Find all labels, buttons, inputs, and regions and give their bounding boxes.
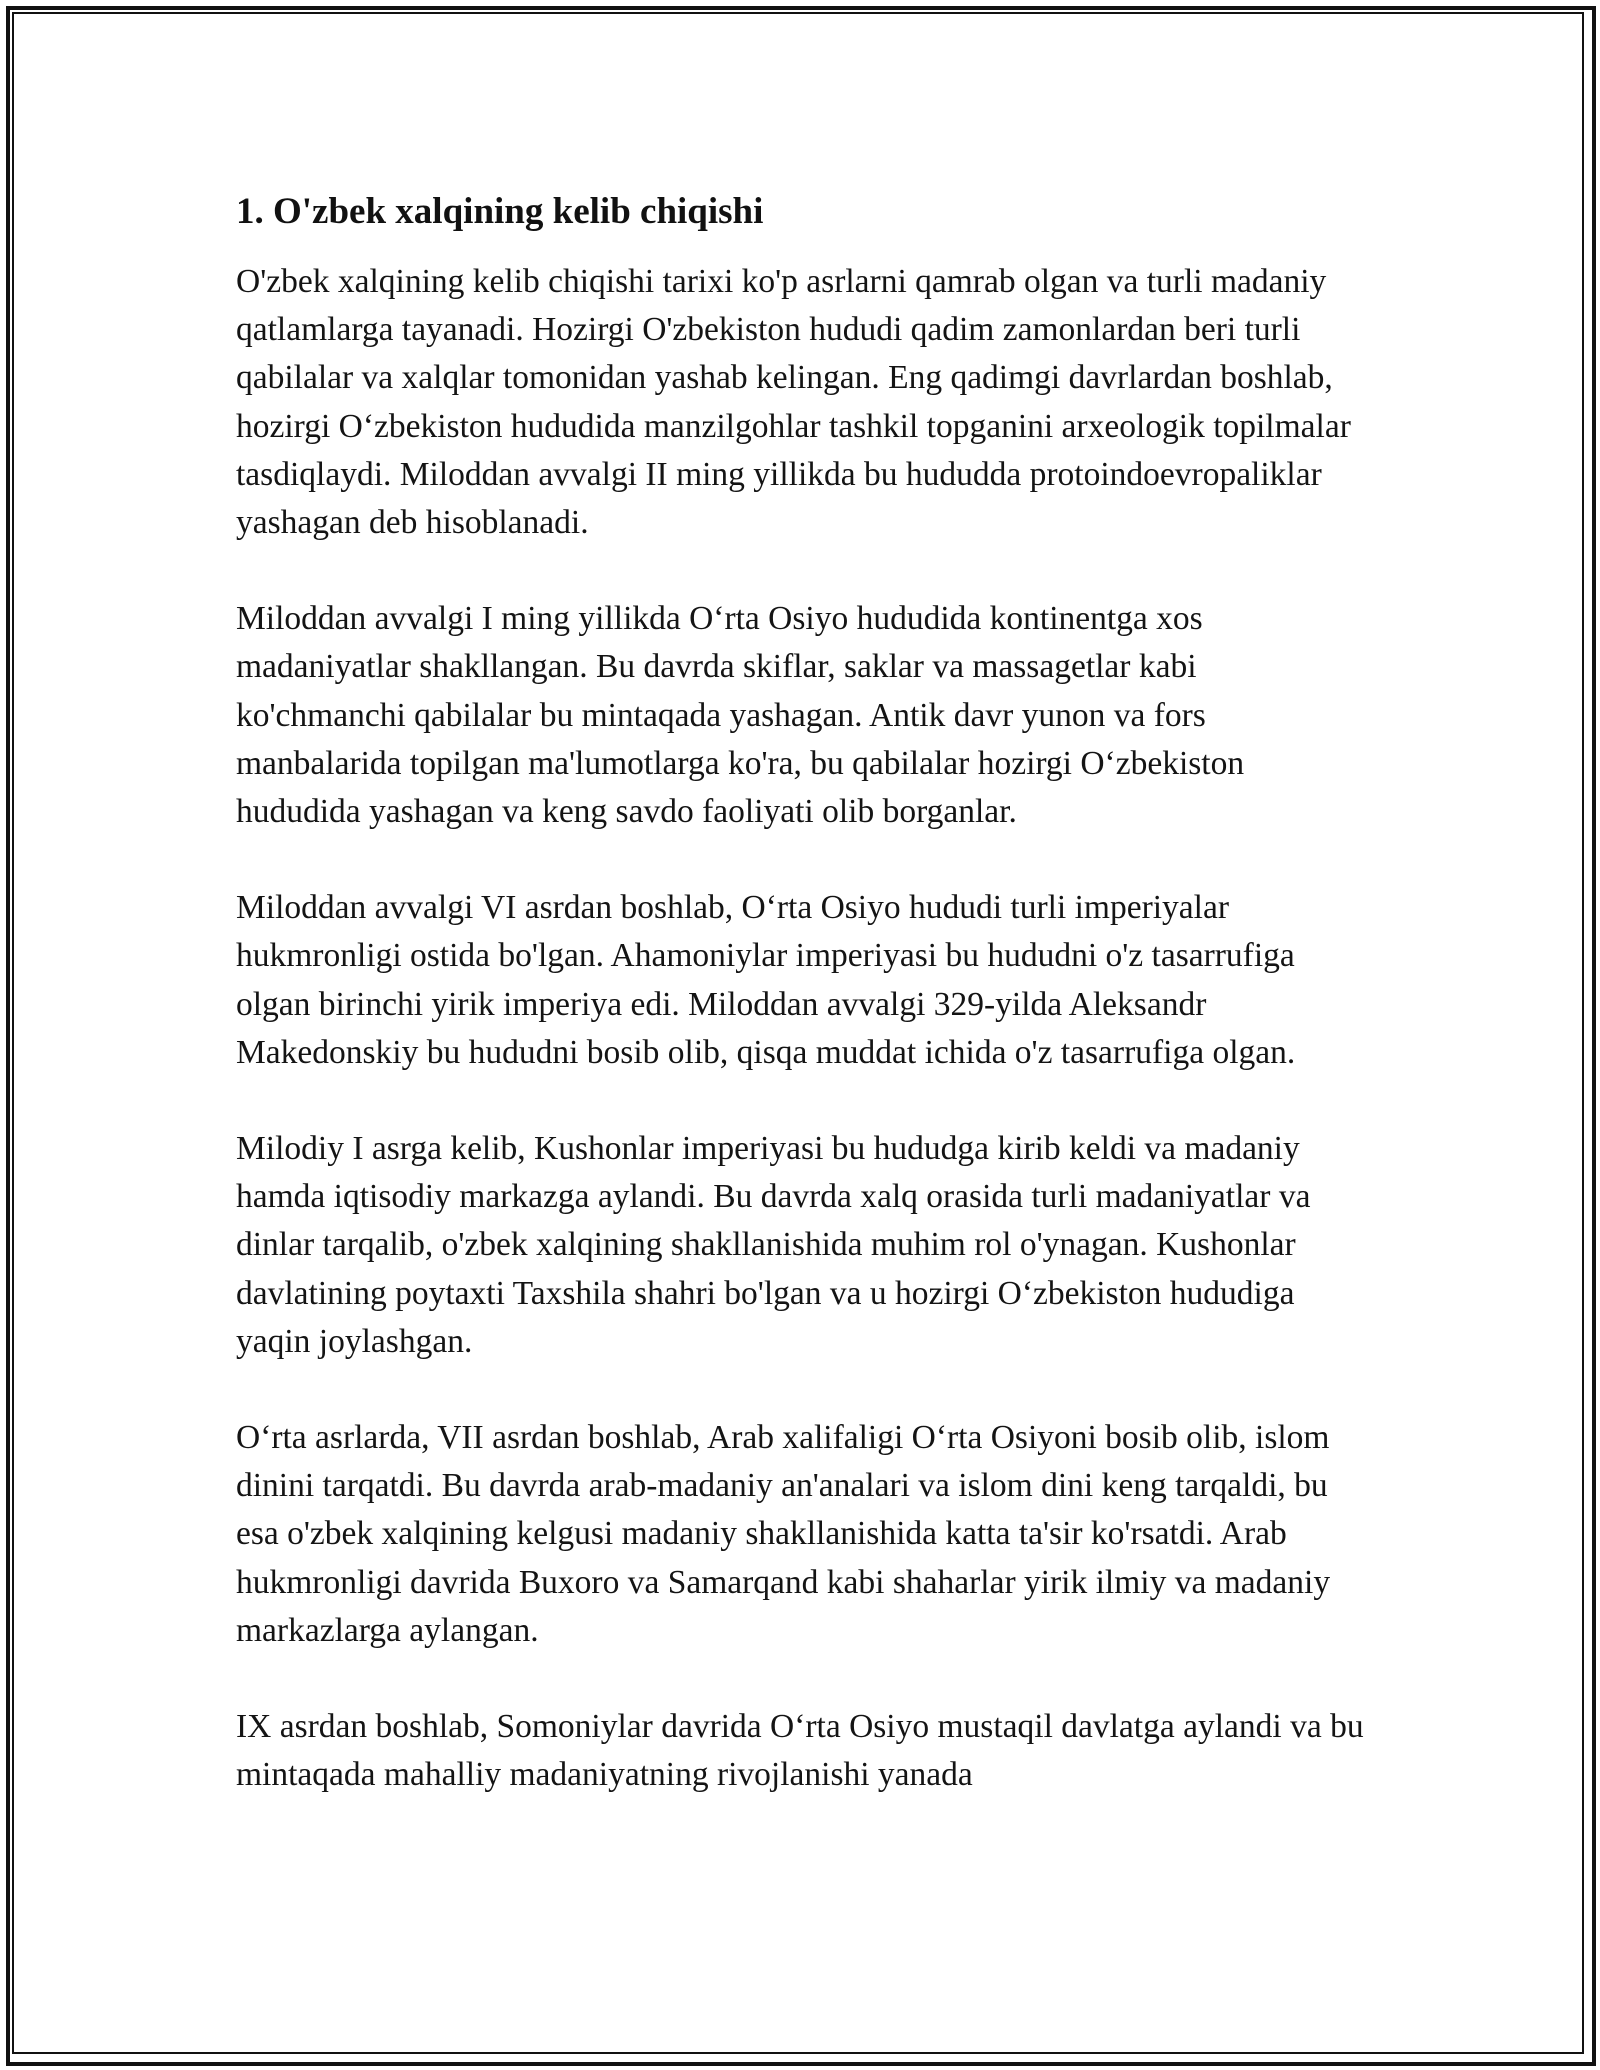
document-body [236, 186, 1366, 1799]
section-heading: 1. O'zbek xalqining kelib chiqishi [236, 191, 764, 232]
paragraph-3: Miloddan avvalgi VI asrdan boshlab, O‘rta Osiyo hududi turli imperiyalar hukmronligi ostida bo'lgan. Ahamoniylar imperiyasi bu hududni o'z tasarrufiga olgan birinchi yirik imperiya edi. Miloddan avvalgi 329-yilda Aleksandr Makedonskiy bu hududni bosib olib, qisqa muddat ichida o'z tasarrufiga olgan. [236, 889, 1296, 1071]
paragraph-4: Milodiy I asrga kelib, Kushonlar imperiyasi bu hududga kirib keldi va madaniy hamda iqtisodiy markazga aylandi. Bu davrda xalq orasida turli madaniyatlar va dinlar tarqalib, o'zbek xalqining shakllanishida muhim rol o'ynagan. Kushonlar davlatining poytaxti Taxshila shahri bo'lgan va u hozirgi O‘zbekiston hududiga yaqin joylashgan. [236, 1130, 1311, 1360]
paragraph-6: IX asrdan boshlab, Somoniylar davrida O‘rta Osiyo mustaqil davlatga aylandi va bu mintaqada mahalliy madaniyatning rivojlanishi yanada [236, 1708, 1364, 1794]
paragraph-2: Miloddan avvalgi I ming yillikda O‘rta Osiyo hududida kontinentga xos madaniyatlar shakllangan. Bu davrda skiflar, saklar va massagetlar kabi ko'chmanchi qabilalar bu mintaqada yashagan. Antik davr yunon va fors manbalarida topilgan ma'lumotlarga ko'ra, bu qabilalar hozirgi O‘zbekiston hududida yashagan va keng savdo faoliyati olib borganlar. [236, 600, 1245, 831]
paragraph-5: O‘rta asrlarda, VII asrdan boshlab, Arab xalifaligi O‘rta Osiyoni bosib olib, islom dinini tarqatdi. Bu davrda arab-madaniy an'analari va islom dini keng tarqaldi, bu esa o'zbek xalqining kelgusi madaniy shakllanishida katta ta'sir ko'rsatdi. Arab hukmronligi davrida Buxoro va Samarqand kabi shaharlar yirik ilmiy va madaniy markazlarga aylangan. [236, 1419, 1331, 1649]
paragraph-1: O'zbek xalqining kelib chiqishi tarixi ko'p asrlarni qamrab olgan va turli madaniy qatlamlarga tayanadi. Hozirgi O'zbekiston hududi qadim zamonlardan beri turli qabilalar va xalqlar tomonidan yashab kelingan. Eng qadimgi davrlardan boshlab, hozirgi O‘zbekiston hududida manzilgohlar tashkil topganini arxeologik topilmalar tasdiqlaydi. Miloddan avvalgi II ming yillikda bu hududda protoindoevropaliklar yashagan deb hisoblanadi. [236, 263, 1351, 542]
